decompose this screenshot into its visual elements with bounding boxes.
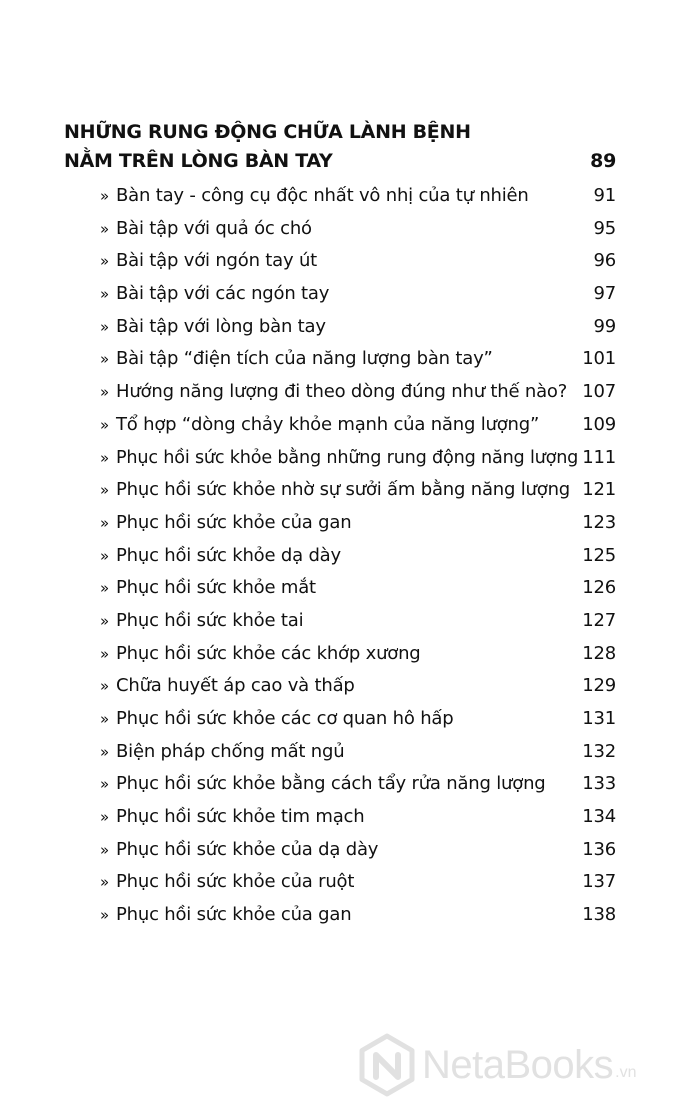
toc-entry (100, 474, 616, 507)
bullet-marker: » (100, 710, 109, 728)
bullet-marker: » (100, 219, 109, 238)
toc-entry-page: 126 (582, 577, 616, 599)
toc-entry (100, 278, 616, 311)
bullet-marker: » (100, 644, 109, 663)
bullet-marker: » (100, 285, 109, 304)
toc-entry-title: Hướng năng lượng đi theo dòng đúng như thế nào? (116, 381, 568, 403)
bullet-marker: » (100, 383, 109, 402)
toc-entry-page: 97 (593, 283, 616, 305)
toc-entry-title: Phục hồi sức khỏe mắt (116, 577, 316, 599)
toc-entry-page: 91 (593, 185, 616, 206)
netabooks-logo-icon (358, 1033, 416, 1097)
toc-entry-page: 134 (582, 806, 616, 828)
toc-entry-title: Phục hồi sức khỏe của ruột (116, 871, 355, 893)
toc-entry-title: Bài tập “điện tích của năng lượng bàn tay” (116, 348, 493, 370)
toc-entry (100, 736, 616, 769)
bullet-marker: » (100, 906, 109, 925)
toc-entry-title: Phục hồi sức khỏe dạ dày (116, 544, 341, 566)
chapter-title-line-1: NHỮNG RUNG ĐỘNG CHỮA LÀNH BỆNH (64, 121, 471, 143)
toc-entry-page: 129 (582, 675, 616, 697)
toc-entry (100, 670, 616, 703)
bullet-marker: » (100, 317, 109, 336)
toc-entry-page: 131 (582, 708, 616, 729)
toc-entry-page: 125 (582, 544, 616, 566)
toc-entry (100, 409, 616, 442)
bullet-marker: » (100, 742, 109, 761)
toc-entry (100, 703, 616, 736)
toc-entry (100, 245, 616, 278)
toc-entry-page: 133 (582, 773, 616, 795)
toc-entry-title: Phục hồi sức khỏe nhờ sự sưởi ấm bằng năng lượng (116, 479, 571, 501)
bullet-marker: » (100, 481, 109, 500)
bullet-marker: » (100, 873, 109, 892)
chapter-page-number: 89 (590, 150, 616, 172)
toc-entry-page: 109 (582, 413, 616, 435)
watermark (358, 1030, 698, 1100)
toc-entry-page: 107 (582, 381, 616, 403)
toc-entry-title: Phục hồi sức khỏe tim mạch (116, 806, 365, 828)
toc-entry-title: Phục hồi sức khỏe bằng cách tẩy rửa năng lượng (116, 773, 546, 795)
toc-entry-page: 121 (582, 479, 616, 501)
toc-entry (100, 605, 616, 638)
toc-entry-title: Phục hồi sức khỏe của gan (116, 904, 352, 926)
watermark-suffix: .vn (615, 1064, 637, 1081)
toc-entry-page: 138 (582, 904, 616, 926)
toc-entry (100, 311, 616, 344)
toc-entry (100, 180, 616, 213)
toc-entry (100, 899, 616, 932)
toc-entry-title: Biện pháp chống mất ngủ (116, 740, 345, 762)
toc-entry-page: 123 (582, 511, 616, 533)
toc-entry-title: Bài tập với quả óc chó (116, 217, 312, 239)
bullet-marker: » (100, 513, 109, 532)
toc-entry-title: Bàn tay - công cụ độc nhất vô nhị của tự nhiên (116, 185, 529, 206)
toc-entry (100, 572, 616, 605)
bullet-marker: » (100, 415, 109, 434)
bullet-marker: » (100, 808, 109, 827)
toc-entry-title: Phục hồi sức khỏe các khớp xương (116, 642, 421, 664)
toc-entry-title: Phục hồi sức khỏe tai (116, 609, 304, 631)
toc-entry-page: 111 (582, 446, 616, 468)
toc-entry (100, 801, 616, 834)
toc-entry-page: 128 (582, 642, 616, 664)
bullet-marker: » (100, 350, 109, 369)
toc-entry-page: 127 (582, 609, 616, 631)
bullet-marker: » (100, 546, 109, 565)
toc-entry (100, 638, 616, 671)
toc-entry-title: Phục hồi sức khỏe của gan (116, 511, 352, 533)
toc-entry-title: Tổ hợp “dòng chảy khỏe mạnh của năng lượng” (116, 413, 540, 435)
bullet-marker: » (100, 579, 109, 598)
toc-entry (100, 507, 616, 540)
toc-entry-title: Phục hồi sức khỏe của dạ dày (116, 838, 379, 860)
chapter-heading (64, 118, 616, 176)
toc-entry-title: Bài tập với lòng bàn tay (116, 315, 326, 337)
toc-entry-page: 96 (593, 250, 616, 272)
toc-entry-title: Bài tập với ngón tay út (116, 250, 318, 272)
toc-entry-page: 95 (593, 217, 616, 239)
toc-entry-page: 99 (593, 315, 616, 337)
toc-entry (100, 866, 616, 899)
toc-entry-title: Phục hồi sức khỏe các cơ quan hô hấp (116, 708, 454, 729)
bullet-marker: » (100, 611, 109, 630)
toc-entry (100, 834, 616, 867)
toc-entry-page: 136 (582, 838, 616, 860)
toc-entry-title: Bài tập với các ngón tay (116, 283, 330, 305)
watermark-brand: NetaBooks (422, 1042, 614, 1087)
toc-entry (100, 343, 616, 376)
toc-entry-title: Chữa huyết áp cao và thấp (116, 675, 355, 697)
toc-entry (100, 376, 616, 409)
toc-entry (100, 442, 616, 475)
toc-entry-page: 132 (582, 740, 616, 762)
bullet-marker: » (100, 252, 109, 271)
bullet-marker: » (100, 187, 109, 205)
bullet-marker: » (100, 677, 109, 696)
toc-entry-list (100, 180, 616, 932)
toc-entry (100, 540, 616, 573)
chapter-title-line-2: NẰM TRÊN LÒNG BÀN TAY (64, 150, 333, 172)
toc-entry-page: 101 (582, 348, 616, 370)
toc-entry (100, 213, 616, 246)
bullet-marker: » (100, 840, 109, 859)
bullet-marker: » (100, 775, 109, 794)
toc-entry-page: 137 (582, 871, 616, 893)
bullet-marker: » (100, 448, 109, 467)
toc-entry-title: Phục hồi sức khỏe bằng những rung động năng lượng (116, 446, 579, 468)
toc-entry (100, 768, 616, 801)
